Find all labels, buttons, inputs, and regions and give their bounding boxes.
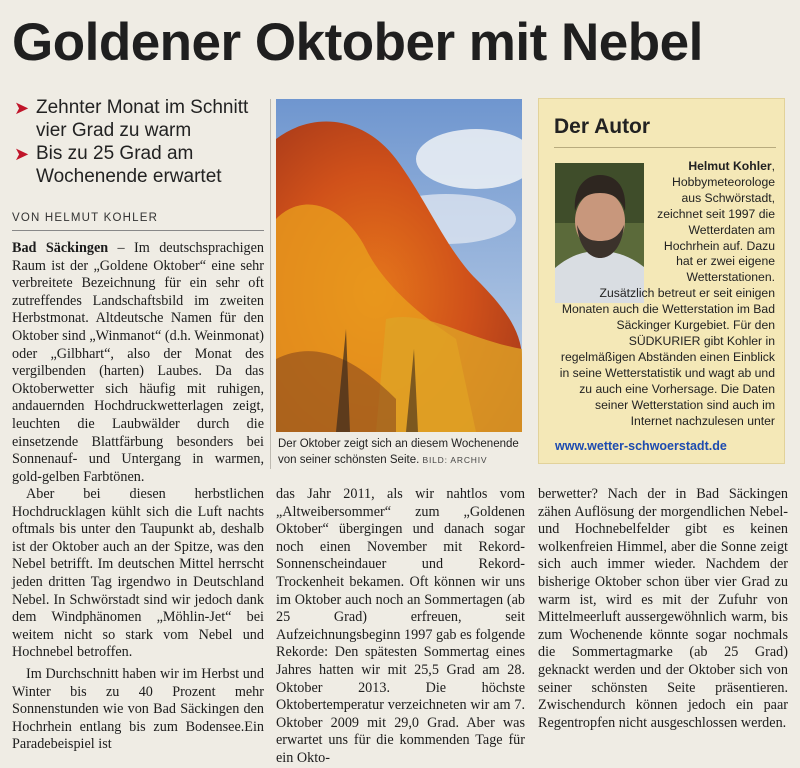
headline: Goldener Oktober mit Nebel (12, 13, 703, 72)
paragraph-3: Im Durchschnitt haben wir im Herbst und Winter bis zu 40 Prozent mehr Sonnenstunden wie von Bad Säckingen den Hochrhein entlang bis zum Bodensee.Ein Paradebeispiel ist (12, 665, 264, 753)
author-bio-intro (539, 159, 775, 286)
autumn-foliage-photo (276, 99, 522, 432)
red-arrow-icon: ➤ (14, 144, 30, 164)
teaser-bullets (12, 96, 262, 188)
author-bio-rest: Zusätzlich betreut er seit einigen Monaten auch die Wetterstation im Bad Säckinger Kurgebiet. Für den SÜDKURIER gibt Kohler in regelmäßigen Abständen einen Einblick in seine Wetterstatistik und wagt ab und zu auch eine Vorhersage. Die Daten seiner Wetterstation sind auch im Internet nachzulesen unter (559, 286, 775, 428)
photo-caption (278, 436, 524, 468)
bullet-item (12, 142, 262, 188)
author-website-link[interactable]: www.wetter-schwoerstadt.de (555, 439, 727, 453)
paragraph-2: Aber bei diesen herbstlichen Hochdrucklagen kühlt sich die Luft nachts oftmals bis unter den Taupunkt ab, deshalb ist der Oktober auch an der Spitze, was den Nebel betrifft. Im deutschen Mittel herrscht jeden dritten Tag irgendwo in Deutschland Nebel. In Schwörstadt sind wir jedoch dank dem Windphänomen „Möhlin-Jet“ bei weitem nicht so stark vom Nebel und Hochnebel betroffen. (12, 486, 264, 661)
lead-text: – Im deutschsprachigen Raum ist der „Goldene Oktober“ eine sehr verbreitete Bezeichnung für ein sehr oft zutreffendes Landschaftsbild im zweiten Herbstmonat. Altdeutsche Namen für den Oktober sind „Winmanot“ (d.h. Weinmonat) oder „Gilbhart“, also der Monat des vergilbenden (harten) Laubes. Da das Oktoberwetter sich häufig mit ruhigen, andauernden Hochdruckwetterlagen zeigt, leuchten die Laubwälder durch die einsetzende Blattfärbung besonders bei Sonnenauf- und Untergang in warmen, gold-gelben Farbtönen. (12, 240, 264, 485)
author-bio (539, 159, 775, 429)
lead-paragraph (12, 240, 264, 486)
column-3-text: berwetter? Nach der in Bad Säckingen zähen Auflösung der morgendlichen Nebel- und Hochnebelfelder gibt es keinen wolkenfreien Himmel, aber die Sonne zeigt sich auch immer wieder. Nachdem der bisherige Oktober schon über vier Grad zu warm ist, wird es mit der Zufuhr von Mittelmeerluft aussergewöhnlich warm, bis zum Wochenende könnte sogar nochmals die Sommertagmarke (ab 25 Grad) geknackt werden und der Oktober sich von seiner schönsten Seite präsentieren. Zwischendurch können jedoch ein paar Regentropfen nicht ausgeschlossen werden. (538, 486, 788, 731)
column-divider (270, 99, 271, 469)
byline: VON HELMUT KOHLER (12, 212, 159, 224)
photo-credit: BILD: ARCHIV (422, 455, 488, 465)
bullet-text: Zehnter Monat im Schnitt vier Grad zu warm (36, 97, 249, 141)
author-box-title: Der Autor (554, 115, 651, 138)
author-name: Helmut Kohler (688, 159, 772, 173)
column-2-text: das Jahr 2011, als wir nahtlos vom „Altweibersommer“ zum „Goldenen Oktober“ übergingen und danach sogar noch einen November mit Rekord-Sonnenscheindauer und Rekord-Trockenheit bekamen. Oft können wir uns im Oktober auch noch an Sommertagen (ab 25 Grad) erfreuen, seit Aufzeichnungsbeginn 1997 gab es folgende Rekorde: Den spätesten Sommertag eines Jahres hatten wir mit 25,5 Grad am 28. Oktober 2013. Die höchste Oktobertemperatur verzeichneten wir am 7. Oktober 2009 mit 29,0 Grad. Aber was erwartet uns für die kommenden Tage für ein Okto- (276, 486, 526, 766)
article-column-2 (276, 486, 525, 768)
article-column-1-bottom (12, 486, 264, 754)
bullet-item (12, 96, 262, 142)
byline-divider (12, 230, 264, 231)
author-box-divider (554, 147, 776, 148)
article-column-3 (538, 486, 788, 732)
dateline: Bad Säckingen (12, 240, 109, 256)
author-bio-right: , Hobbymeteorologe aus Schwörstadt, zeichnet seit 1997 die Wetterdaten am Hochrhein auf. Dazu hat er zwei eigene Wetterstationen. (657, 159, 775, 285)
red-arrow-icon: ➤ (14, 98, 30, 118)
bullet-text: Bis zu 25 Grad am Wochenende erwartet (36, 143, 222, 187)
caption-text: Der Oktober zeigt sich an diesem Wochenende von seiner schönsten Seite. (278, 438, 519, 466)
author-box (538, 98, 785, 464)
article-column-1-top (12, 240, 264, 486)
